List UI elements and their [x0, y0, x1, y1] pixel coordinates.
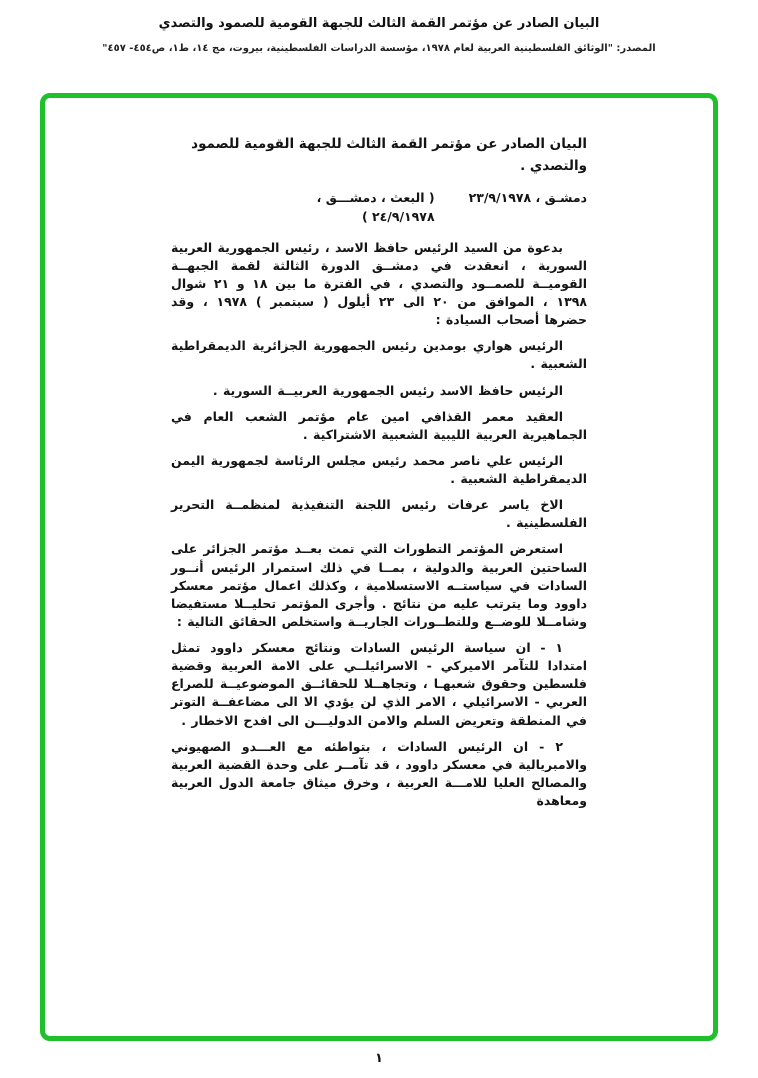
header-title: البيان الصادر عن مؤتمر القمة الثالث للجبهة القومية للصمود والتصدي	[158, 16, 600, 31]
paragraph-point-1: ١ - ان سياسة الرئيس السادات ونتائج معسكر داوود تمثل امتدادا للتآمر الاميركي - الاسرائيلــي على الامة العربية وقضية فلسطين وحقوق شعبهـا ، وتجاهــلا للحقائــق الموضوعيــة للصراع العربي - الاسرائيلي ، الامر الذي لن يؤدي الا الى مضاعفــة التوتر في المنطقة وتعريض السلم والامن الدوليـــن الى افدح الاخطار .	[171, 640, 587, 728]
green-document-frame	[40, 93, 718, 1041]
paragraph-intro: بدعوة من السيد الرئيس حافظ الاسد ، رئيس الجمهورية العربية السورية ، انعقدت في دمشــق الدورة الثالثة لقمة الجبهــة القوميــة للصمــود والتصدي ، في الفترة ما بين ١٨ و ٢١ شوال ١٣٩٨ ، الموافق من ٢٠ الى ٢٣ أيلول ( سبتمبر ) ١٩٧٨ ، وقد حضرها أصحاب السيادة :	[171, 239, 587, 328]
paragraph-attendee-assad: الرئيس حافظ الاسد رئيس الجمهورية العربيــة السورية .	[212, 382, 563, 398]
dateline	[171, 189, 587, 227]
paragraph-point-2: ٢ - ان الرئيس السادات ، بتواطئه مع العـــدو الصهيوني والامبريالية في معسكر داوود ، قد تآمــر على وحدة القضية العربية والمصالح العليا للامـــة العربية ، وخرق ميثاق جامعة الدول العربية ومعاهدة	[171, 738, 587, 809]
page-number: ١	[375, 1051, 383, 1066]
page-header	[0, 0, 758, 54]
dateline-publication: ( البعث ، دمشـــق ، ٢٤/٩/١٩٧٨ )	[316, 190, 435, 224]
document-title: البيان الصادر عن مؤتمر القمة الثالث للجبهة القومية للصمود والتصدي .	[191, 136, 587, 174]
paragraph-attendee-ali-nasser: الرئيس علي ناصر محمد رئيس مجلس الرئاسة لجمهورية اليمن الديمقراطية الشعبية .	[171, 452, 587, 487]
paragraph-review: استعرض المؤتمر التطورات التي تمت بعــد مؤتمر الجزائر على الساحتين العربية والدولية ، بمــا في ذلك استمرار الرئيس أنــور السادات في سياستــه الاستسلامية ، وكذلك اعمال مؤتمر معسكر داوود وما يترتب عليه من نتائج . وأجرى المؤتمر تحليــلا مستفيضا وشامــلا للوضــع وللتطــورات الجاريــة واستخلص الحقائق التالية :	[171, 541, 587, 629]
header-source-line: المصدر: "الوثائق الفلسطينية العربية لعام ١٩٧٨، مؤسسة الدراسات الفلسطينية، بيروت، مج ١٤، ط١، ص٤٥٤- ٤٥٧"	[102, 43, 656, 54]
paragraph-attendee-boumediene: الرئيس هواري بومدين رئيس الجمهورية الجزائرية الديمقراطية الشعبية .	[171, 338, 587, 372]
document-body	[171, 134, 587, 810]
paragraph-attendee-arafat: الاخ ياسر عرفات رئيس اللجنة التنفيذية لمنظمــة التحرير الفلسطينية .	[171, 497, 587, 531]
dateline-place-date: دمشـق ، ٢٣/٩/١٩٧٨	[468, 190, 587, 206]
paragraph-attendee-gaddafi: العقيد معمر القذافي امين عام مؤتمر الشعب العام في الجماهيرية العربية الليبية الشعبية الاشتراكية .	[171, 408, 587, 442]
